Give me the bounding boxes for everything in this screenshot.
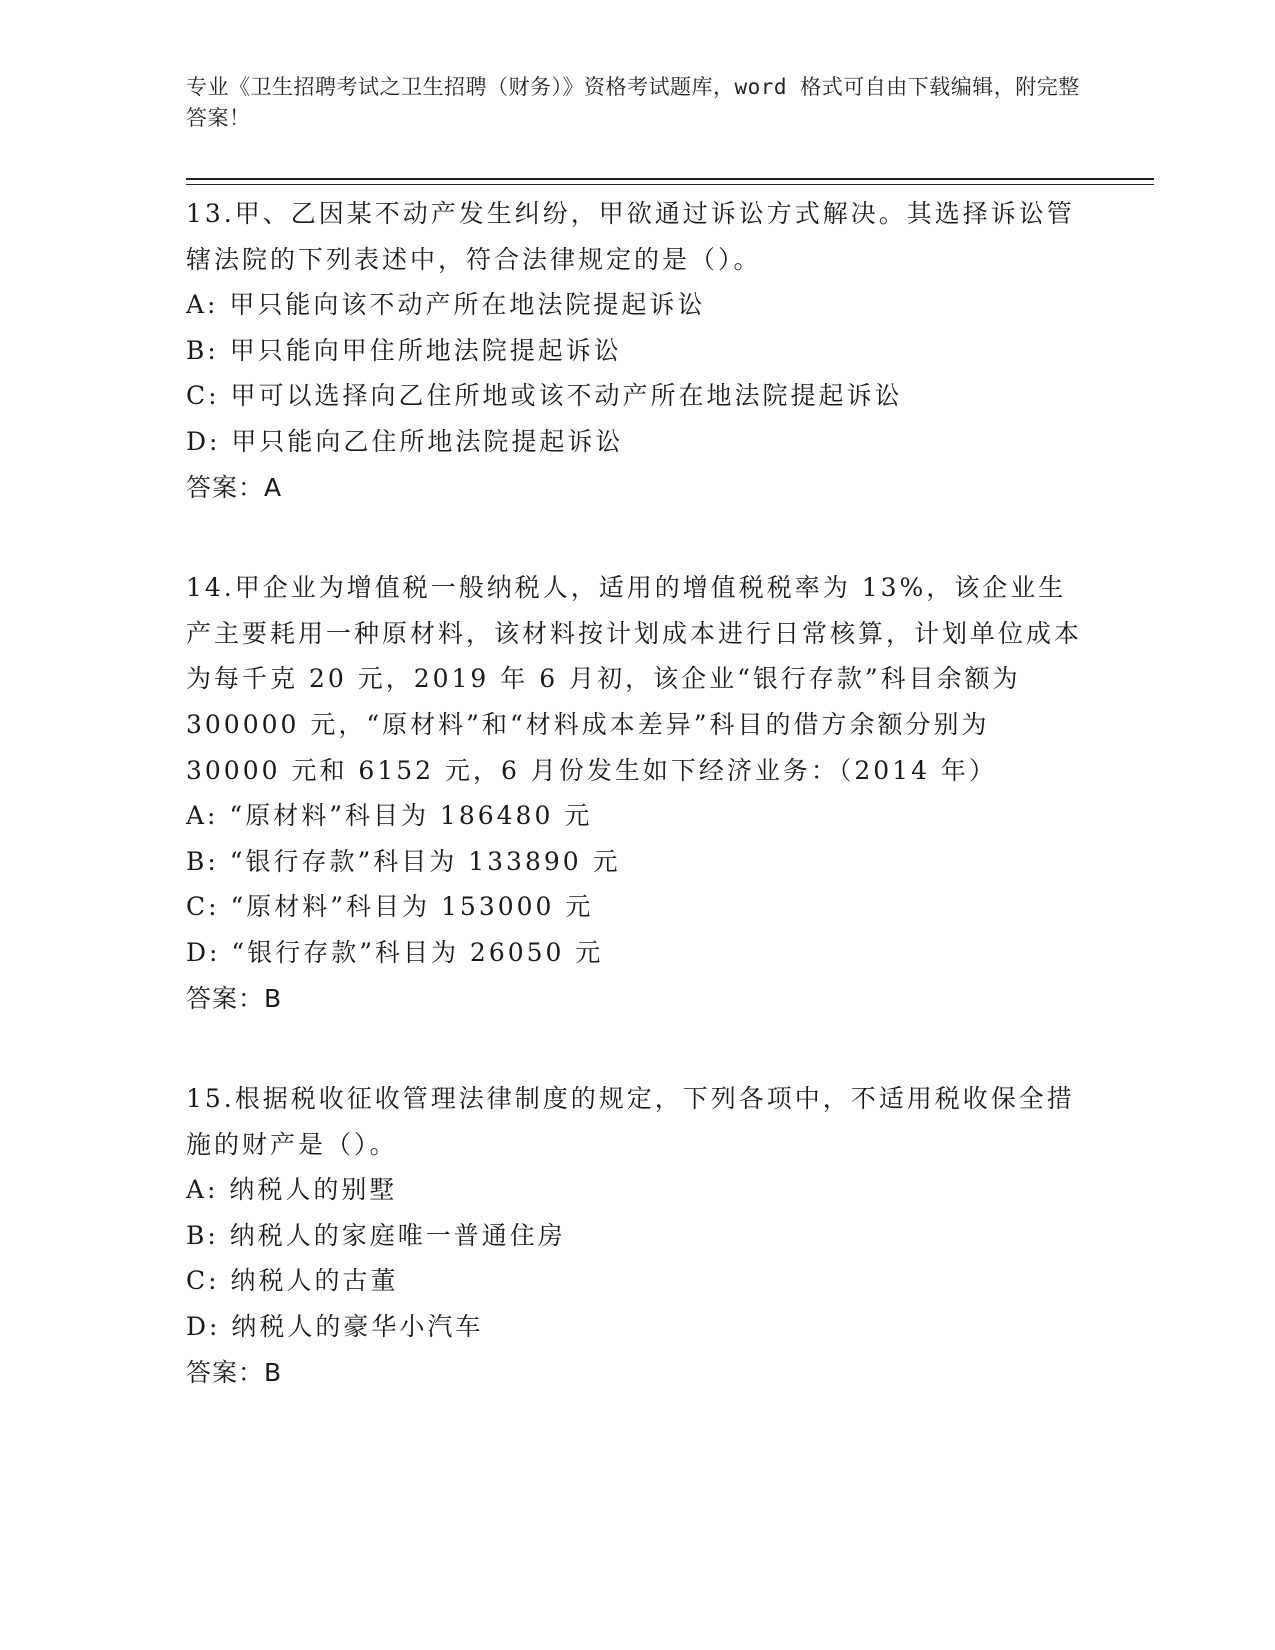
option-b: B: “银行存款”科目为 133890 元 xyxy=(186,846,621,876)
answer: 答案：B xyxy=(186,1357,283,1387)
question-14 xyxy=(186,565,1086,1021)
option-d: D: 甲只能向乙住所地法院提起诉讼 xyxy=(186,426,624,456)
option-b: B: 纳税人的家庭唯一普通住房 xyxy=(186,1220,566,1250)
option-d: D: 纳税人的豪华小汽车 xyxy=(186,1312,484,1342)
answer: 答案：B xyxy=(186,983,283,1013)
option-a: A: 甲只能向该不动产所在地法院提起诉讼 xyxy=(186,290,706,320)
option-d: D: “银行存款”科目为 26050 元 xyxy=(186,937,604,967)
page-header: 专业《卫生招聘考试之卫生招聘（财务）》资格考试题库，word 格式可自由下载编辑，附完整答案！ xyxy=(186,75,1080,130)
option-c: C: 纳税人的古董 xyxy=(186,1266,399,1296)
header-divider-thick xyxy=(186,178,1154,180)
option-c: C: “原材料”科目为 153000 元 xyxy=(186,892,594,922)
option-b: B: 甲只能向甲住所地法院提起诉讼 xyxy=(186,335,622,365)
option-a: A: “原材料”科目为 186480 元 xyxy=(186,801,593,831)
question-stem: 13.甲、乙因某不动产发生纠纷，甲欲通过诉讼方式解决。其选择诉讼管辖法院的下列表述中，符合法律规定的是（）。 xyxy=(186,199,1075,274)
header-divider-thin xyxy=(186,184,1154,185)
question-stem: 15.根据税收征收管理法律制度的规定，下列各项中，不适用税收保全措施的财产是（）。 xyxy=(186,1084,1075,1159)
option-a: A: 纳税人的别墅 xyxy=(186,1175,398,1205)
option-c: C: 甲可以选择向乙住所地或该不动产所在地法院提起诉讼 xyxy=(186,381,903,411)
question-13 xyxy=(186,191,1086,510)
question-stem: 14.甲企业为增值税一般纳税人，适用的增值税税率为 13%，该企业生产主要耗用一种原材料，该材料按计划成本进行日常核算，计划单位成本为每千克 20 元，2019 年 6 月初，该企业“银行存款”科目余额为 300000 元，“原材料”和“材料成本差异”科目的借方余额分别为 30000 元和 6152 元，6 月份发生如下经济业务：（2014 年） xyxy=(186,573,1083,785)
question-list xyxy=(186,191,1086,1450)
question-15 xyxy=(186,1076,1086,1395)
answer: 答案：A xyxy=(186,472,283,502)
